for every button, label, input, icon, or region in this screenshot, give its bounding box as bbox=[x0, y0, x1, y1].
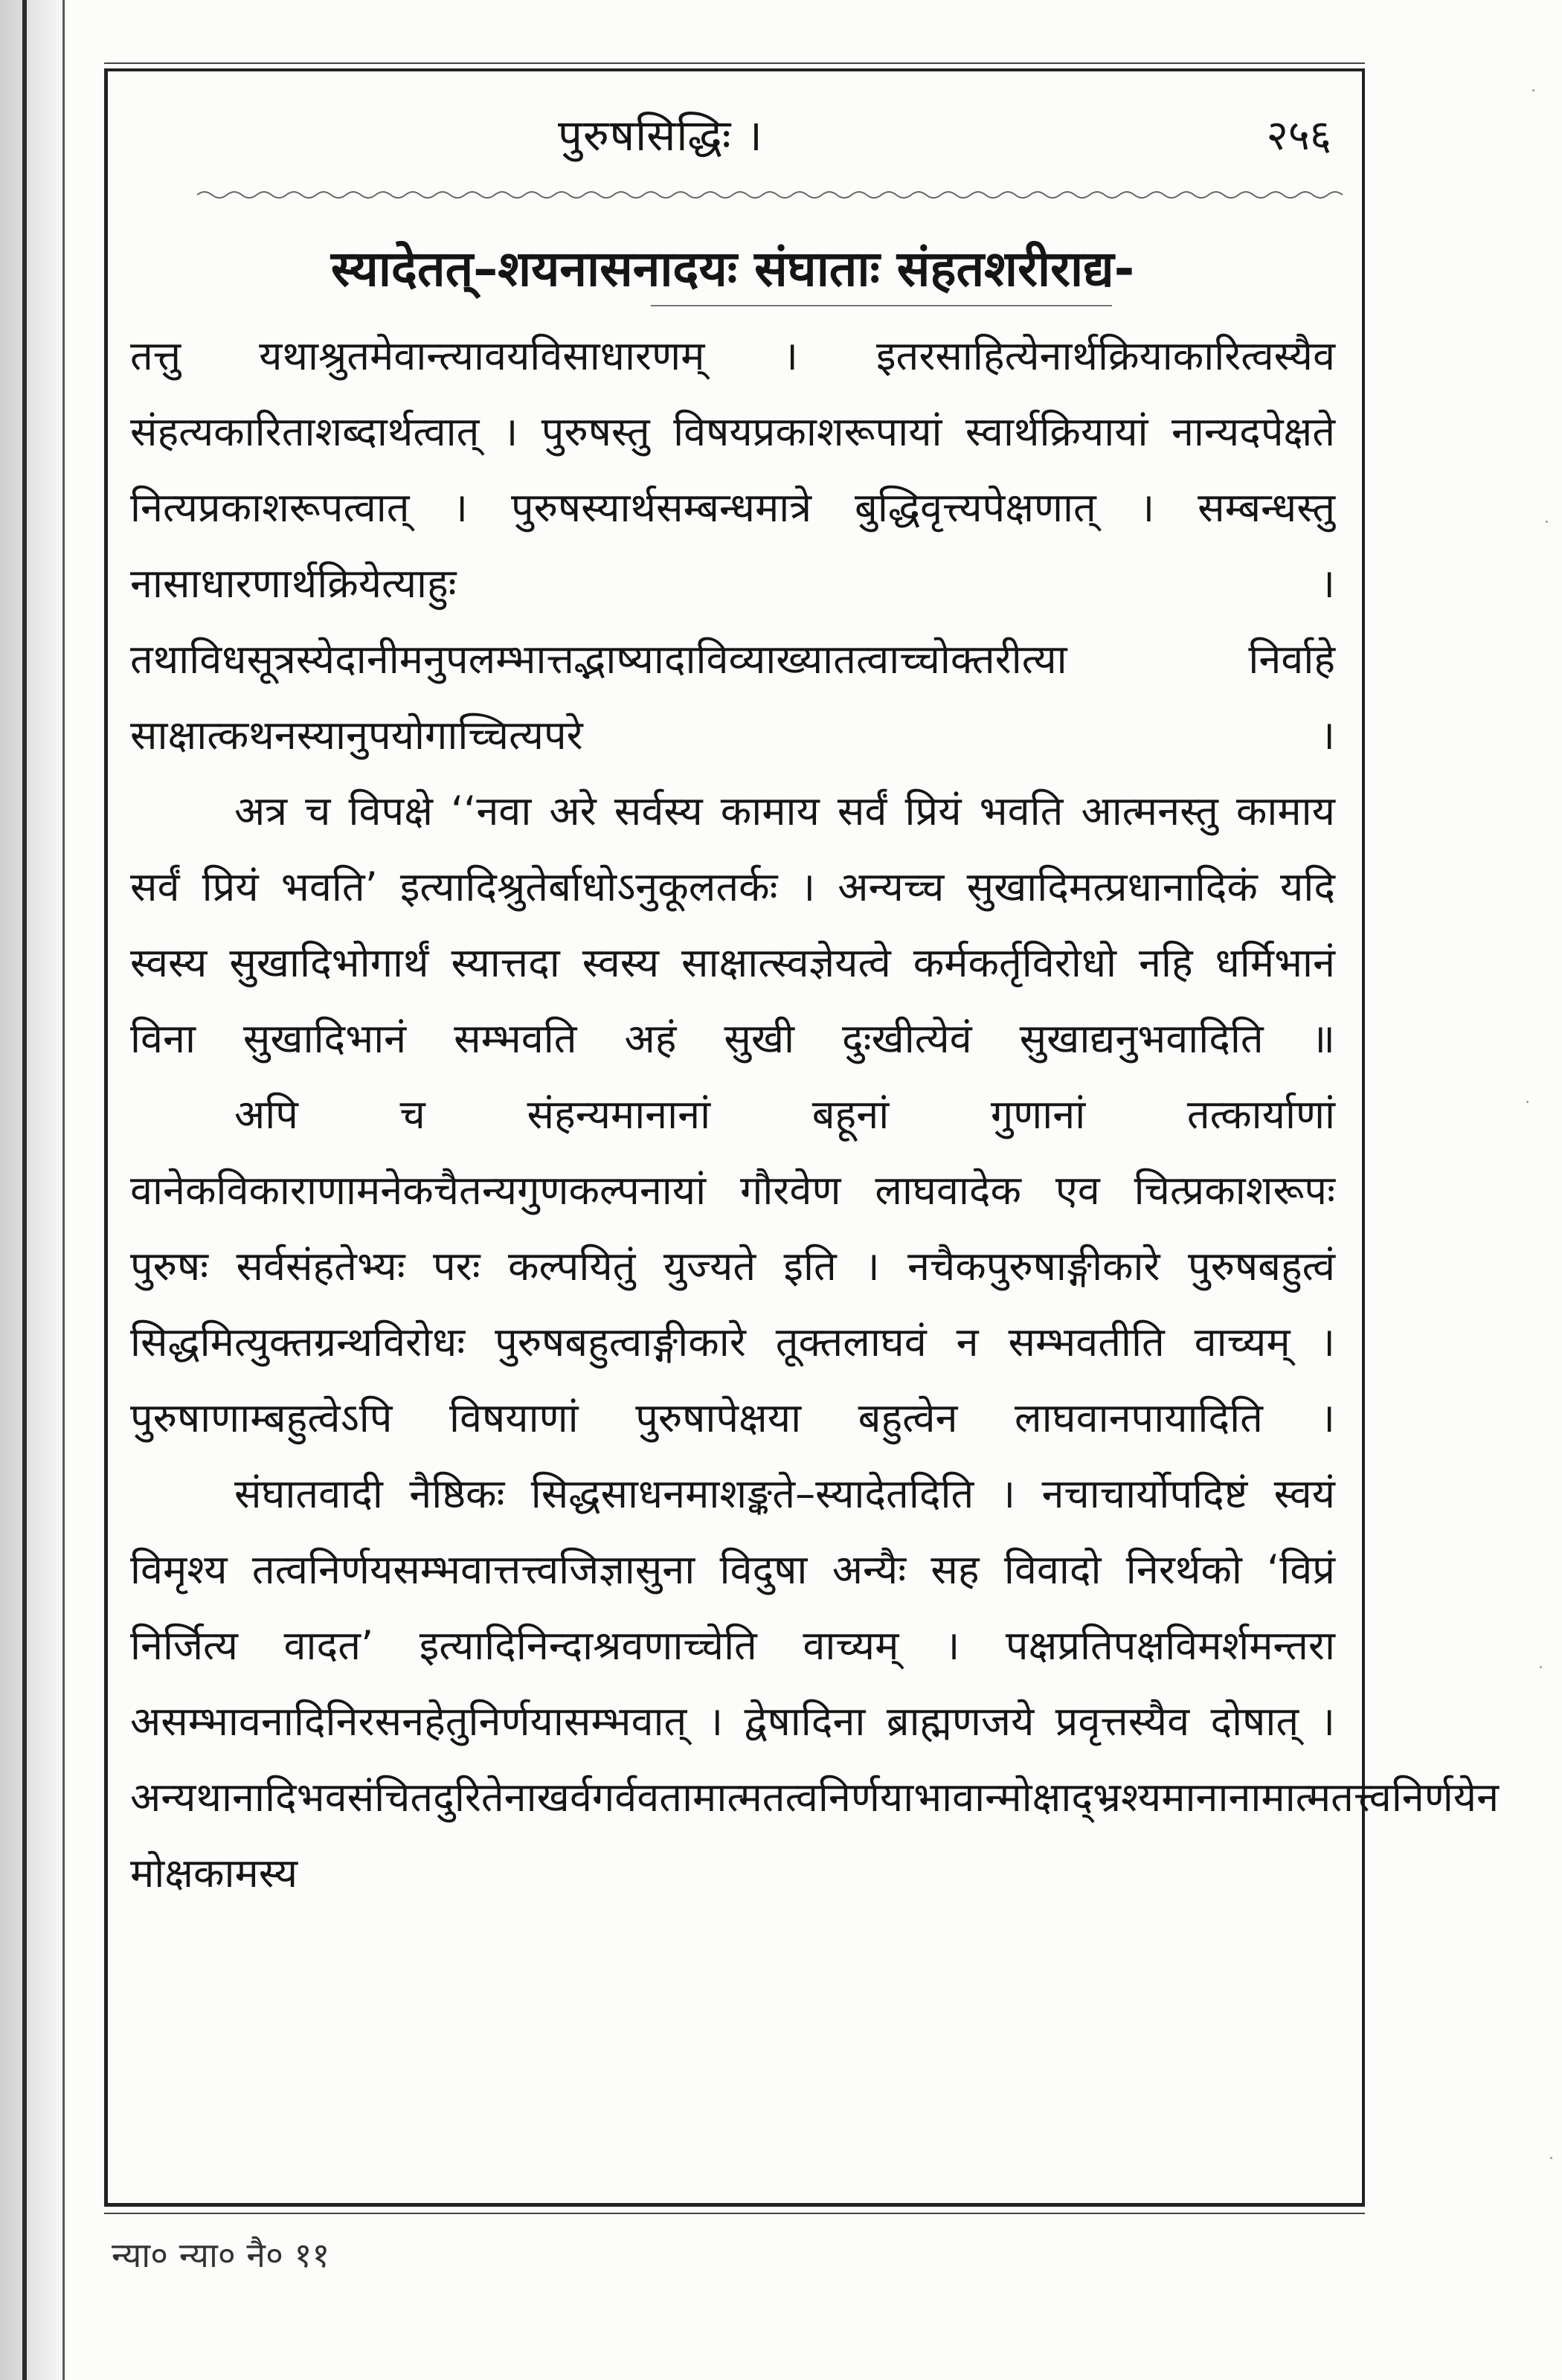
wavy-header-rule bbox=[197, 187, 1350, 202]
binding-line bbox=[22, 0, 27, 2380]
paragraph-3: अपि च संहन्यमानानां बहूनां गुणानां तत्कार्याणां वानेकविकाराणामनेकचैतन्यगुणकल्पनायां गौरवेण लाघवादेक एव चित्प्रकाशरूपः पुरुषः सर्वसंहतेभ्यः परः कल्पयितुं युज्यते इति । नचैकपुरुषाङ्गीकारे पुरुषबहुत्वं सिद्धमित्युक्तग्रन्थविरोधः पुरुषबहुत्वाङ्गीकारे तूक्तलाघवं न सम्भवतीति वाच्यम् । पुरुषाणाम्बहुत्वेऽपि विषयाणां पुरुषापेक्षया बहुत्वेन लाघवानपायादिति । bbox=[130, 1091, 1335, 1441]
frame-outer-top-rule bbox=[104, 62, 1365, 64]
signature-mark: न्या० न्या० नै० ११ bbox=[112, 2235, 330, 2275]
running-title: पुरुषसिद्धिः । bbox=[558, 110, 763, 161]
paragraph-4: संघातवादी नैष्ठिकः सिद्धसाधनमाशङ्कते–स्यादेतदिति । नचाचार्योपदिष्टं स्वयं विमृश्य तत्वनिर्णयसम्भवात्तत्त्वजिज्ञासुना विदुषा अन्यैः सह विवादो निरर्थको ‘विप्रं निर्जित्य वादत’ इत्यादिनिन्दाश्रवणाच्चेति वाच्यम् । पक्षप्रतिपक्षविमर्शमन्तरा असम्भावनादिनिरसनहेतुनिर्णयासम्भवात् । द्वेषादिना ब्राह्मणजये प्रवृत्तस्यैव दोषात् । अन्यथानादिभवसंचितदुरितेनाखर्वगर्ववतामात्मतत्वनिर्णयाभावान्मोक्षाद्भ्रश्यमानानामात्मतत्त्वनिर्णयेन मोक्षकामस्य bbox=[130, 1470, 1500, 1897]
frame-outer-bottom-rule bbox=[104, 2213, 1365, 2214]
binding-edge-line bbox=[62, 0, 65, 2380]
body-text bbox=[130, 231, 1500, 1911]
page-header bbox=[112, 104, 1354, 171]
paragraph-1: तत्तु यथाश्रुतमेवान्त्यावयविसाधारणम् । इतरसाहित्येनार्थक्रियाकारित्वस्यैव संहत्यकारिताशब्दार्थत्वात् । पुरुषस्तु विषयप्रकाशरूपायां स्वार्थक्रियायां नान्यदपेक्षते नित्यप्रकाशरूपत्वात् । पुरुषस्यार्थसम्बन्धमात्रे बुद्धिवृत्त्यपेक्षणात् । सम्बन्धस्तु नासाधारणार्थक्रियेत्याहुः । तथाविधसूत्रस्येदानीमनुपलम्भात्तद्भाष्यादाविव्याख्यातत्वाच्चोक्तरीत्या निर्वाहे साक्षात्कथनस्यानुपयोगाच्चित्यपरे । bbox=[130, 332, 1335, 759]
lead-line: स्यादेतत्–शयनासनादयः संघाताः संहतशरीराद्य- bbox=[330, 240, 1135, 298]
scan-specks bbox=[1517, 0, 1562, 2380]
page-gutter-shadow bbox=[0, 0, 61, 2380]
page-number: २५६ bbox=[1266, 112, 1331, 160]
paragraph-2: अत्र च विपक्षे ‘‘नवा अरे सर्वस्य कामाय सर्वं प्रियं भवति आत्मनस्तु कामाय सर्वं प्रियं भवति’ इत्यादिश्रुतेर्बाधोऽनुकूलतर्कः । अन्यच्च सुखादिमत्प्रधानादिकं यदि स्वस्य सुखादिभोगार्थं स्यात्तदा स्वस्य साक्षात्स्वज्ञेयत्वे कर्मकर्तृविरोधो नहि धर्मिभानं विना सुखादिभानं सम्भवति अहं सुखी दुःखीत्येवं सुखाद्यनुभवादिति ॥ bbox=[130, 788, 1335, 1062]
